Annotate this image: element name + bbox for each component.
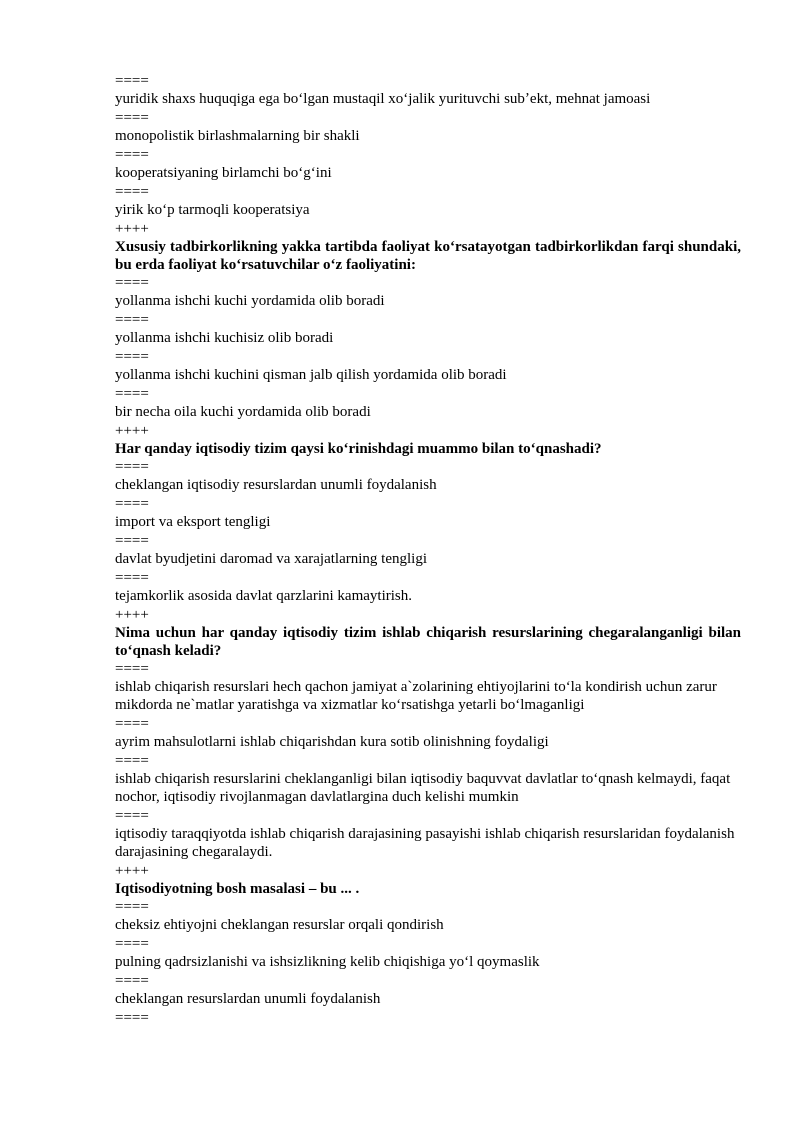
question-text: Har qanday iqtisodiy tizim qaysi koʻrinishdagi muammo bilan toʻqnashadi? [115, 441, 602, 457]
option-separator: ==== [115, 533, 149, 549]
option-separator: ==== [115, 808, 149, 824]
option-separator: ==== [115, 312, 149, 328]
option-separator: ==== [115, 753, 149, 769]
answer-option: yollanma ishchi kuchi yordamida olib boradi [115, 293, 385, 309]
option-separator: ==== [115, 110, 149, 126]
option-separator: ==== [115, 973, 149, 989]
answer-option: yollanma ishchi kuchini qisman jalb qilish yordamida olib boradi [115, 367, 507, 383]
question-separator: ++++ [115, 221, 149, 237]
answer-option: kooperatsiyaning birlamchi boʻgʻini [115, 165, 332, 181]
answer-option: cheksiz ehtiyojni cheklangan resurslar orqali qondirish [115, 917, 444, 933]
answer-option: davlat byudjetini daromad va xarajatlarning tengligi [115, 551, 427, 567]
answer-option: monopolistik birlashmalarning bir shakli [115, 128, 360, 144]
option-separator: ==== [115, 184, 149, 200]
answer-option: yuridik shaxs huquqiga ega boʻlgan mustaqil xoʻjalik yurituvchi subʼekt, mehnat jamoasi [115, 91, 651, 107]
option-separator: ==== [115, 147, 149, 163]
question-text: Xususiy tadbirkorlikning yakka tartibda faoliyat koʻrsatayotgan tadbirkorlikdan farqi shundaki, bu erda faoliyat koʻrsatuvchilar oʻz faoliyatini: [115, 239, 741, 273]
answer-option: ishlab chiqarish resurslarini cheklanganligi bilan iqtisodiy baquvvat davlatlar toʻqnash kelmaydi, faqat nochor, iqtisodiy rivojlanmagan davlatlargina duch kelishi mumkin [115, 771, 731, 805]
option-separator: ==== [115, 899, 149, 915]
question-separator: ++++ [115, 423, 149, 439]
option-separator: ==== [115, 73, 149, 89]
option-separator: ==== [115, 275, 149, 291]
option-separator: ==== [115, 570, 149, 586]
question-separator: ++++ [115, 863, 149, 879]
option-separator: ==== [115, 661, 149, 677]
option-separator: ==== [115, 496, 149, 512]
option-separator: ==== [115, 386, 149, 402]
answer-option: cheklangan resurslardan unumli foydalanish [115, 991, 381, 1007]
answer-option: bir necha oila kuchi yordamida olib boradi [115, 404, 371, 420]
answer-option: iqtisodiy taraqqiyotda ishlab chiqarish darajasining pasayishi ishlab chiqarish resurslaridan foydalanish darajasining chegaralaydi. [115, 826, 735, 860]
question-separator: ++++ [115, 607, 149, 623]
question-text: Nima uchun har qanday iqtisodiy tizim ishlab chiqarish resurslarining chegaralanganligi bilan toʻqnash keladi? [115, 625, 741, 659]
option-separator: ==== [115, 459, 149, 475]
option-separator: ==== [115, 1010, 149, 1026]
answer-option: pulning qadrsizlanishi va ishsizlikning kelib chiqishiga yoʻl qoymaslik [115, 954, 540, 970]
answer-option: tejamkorlik asosida davlat qarzlarini kamaytirish. [115, 588, 412, 604]
answer-option: ayrim mahsulotlarni ishlab chiqarishdan kura sotib olinishning foydaligi [115, 734, 549, 750]
answer-option: import va eksport tengligi [115, 514, 271, 530]
document-page [115, 72, 741, 1027]
answer-option: ishlab chiqarish resurslari hech qachon jamiyat a`zolarining ehtiyojlarini toʻla kondirish uchun zarur mikdorda ne`matlar yaratishga va xizmatlar koʻrsatishga yetarli boʻlmaganligi [115, 679, 717, 713]
answer-option: cheklangan iqtisodiy resurslardan unumli foydalanish [115, 477, 437, 493]
question-text: Iqtisodiyotning bosh masalasi – bu ... . [115, 881, 360, 897]
option-separator: ==== [115, 936, 149, 952]
option-separator: ==== [115, 716, 149, 732]
option-separator: ==== [115, 349, 149, 365]
answer-option: yirik koʻp tarmoqli kooperatsiya [115, 202, 310, 218]
answer-option: yollanma ishchi kuchisiz olib boradi [115, 330, 334, 346]
